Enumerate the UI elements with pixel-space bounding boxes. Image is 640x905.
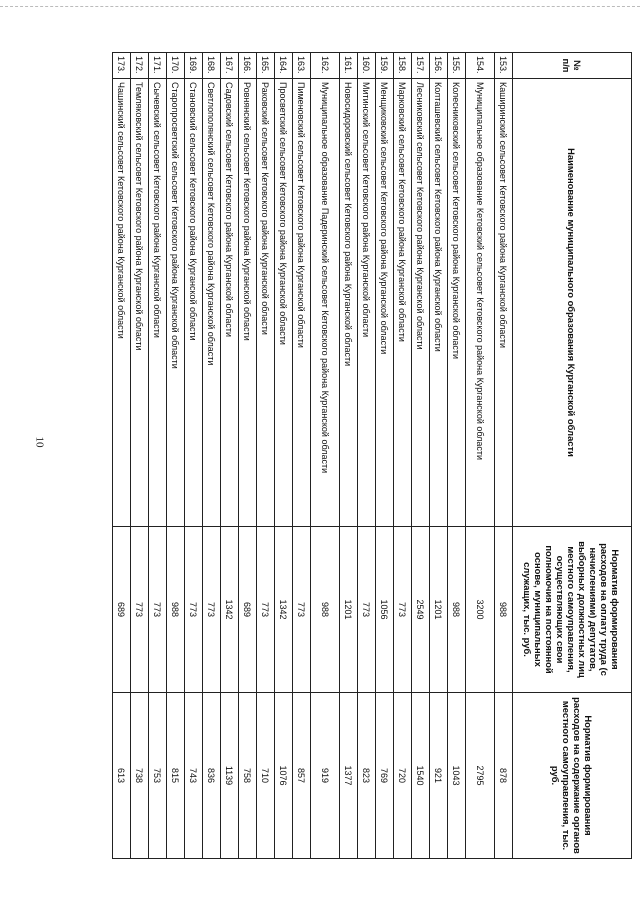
row-labor-norm-value: 1201: [430, 527, 448, 693]
row-municipality-name: Марковский сельсовет Кетовского района Курганской области: [394, 79, 412, 527]
row-number: 160.: [358, 53, 376, 79]
row-maintenance-norm-value: 823: [358, 693, 376, 859]
row-municipality-name: Светлополянский сельсовет Кетовского района Курганской области: [203, 79, 221, 527]
row-number: 172.: [131, 53, 149, 79]
table-body: [113, 53, 513, 859]
row-number: 159.: [376, 53, 394, 79]
row-municipality-name: Муниципальное образование Падеринский сельсовет Кетовского района Курганской области: [311, 79, 340, 527]
row-maintenance-norm-value: 613: [113, 693, 131, 859]
row-labor-norm-value: 689: [113, 527, 131, 693]
table-row: [275, 53, 293, 859]
header-maintenance-norm: Норматив формирования расходов на содержание органов местного самоуправления, тыс. руб.: [513, 693, 632, 859]
row-number: 171.: [149, 53, 167, 79]
table-row: [358, 53, 376, 859]
row-number: 170.: [167, 53, 185, 79]
table-row: [340, 53, 358, 859]
row-municipality-name: Сычевский сельсовет Кетовского района Курганской области: [149, 79, 167, 527]
row-number: 169.: [185, 53, 203, 79]
row-labor-norm-value: 773: [293, 527, 311, 693]
row-number: 166.: [239, 53, 257, 79]
row-municipality-name: Лесниковский сельсовет Кетовского района Курганской области: [412, 79, 430, 527]
row-municipality-name: Раковский сельсовет Кетовского района Курганской области: [257, 79, 275, 527]
table-row: [185, 53, 203, 859]
row-municipality-name: Старопросветский сельсовет Кетовского района Курганской области: [167, 79, 185, 527]
table-row: [221, 53, 239, 859]
row-number: 156.: [430, 53, 448, 79]
page-number: 10: [33, 436, 46, 448]
row-labor-norm-value: 773: [185, 527, 203, 693]
row-municipality-name: Колесниковский сельсовет Кетовского района Курганской области: [448, 79, 466, 527]
row-maintenance-norm-value: 921: [430, 693, 448, 859]
rotated-table-container: [116, 52, 632, 858]
row-maintenance-norm-value: 878: [495, 693, 513, 859]
row-labor-norm-value: 1342: [221, 527, 239, 693]
row-maintenance-norm-value: 1540: [412, 693, 430, 859]
row-municipality-name: Просветский сельсовет Кетовского района Курганской области: [275, 79, 293, 527]
row-maintenance-norm-value: 1139: [221, 693, 239, 859]
table-row: [167, 53, 185, 859]
row-maintenance-norm-value: 758: [239, 693, 257, 859]
table-row: [311, 53, 340, 859]
row-maintenance-norm-value: 857: [293, 693, 311, 859]
row-municipality-name: Темляковский сельсовет Кетовского района Курганской области: [131, 79, 149, 527]
row-labor-norm-value: 2549: [412, 527, 430, 693]
row-labor-norm-value: 1201: [340, 527, 358, 693]
row-maintenance-norm-value: 1043: [448, 693, 466, 859]
header-labor-norm: Норматив формирования расходов на оплату труда (с начислениями) депутатов, выборных должностных лиц местного самоуправления, осуществляющих свои полномочия на постоянной основе, муниципальных служащих, тыс. руб.: [513, 527, 632, 693]
row-number: 173.: [113, 53, 131, 79]
row-number: 162.: [311, 53, 340, 79]
row-labor-norm-value: 988: [167, 527, 185, 693]
table-row: [113, 53, 131, 859]
row-municipality-name: Становский сельсовет Кетовского района Курганской области: [185, 79, 203, 527]
row-number: 164.: [275, 53, 293, 79]
row-labor-norm-value: 1056: [376, 527, 394, 693]
table-row: [495, 53, 513, 859]
row-maintenance-norm-value: 720: [394, 693, 412, 859]
row-municipality-name: Колташевский сельсовет Кетовского района Курганской области: [430, 79, 448, 527]
row-municipality-name: Митинский сельсовет Кетовского района Курганской области: [358, 79, 376, 527]
row-labor-norm-value: 3200: [466, 527, 495, 693]
row-labor-norm-value: 773: [149, 527, 167, 693]
row-maintenance-norm-value: 738: [131, 693, 149, 859]
scan-artifact-line: [0, 6, 640, 8]
row-maintenance-norm-value: 743: [185, 693, 203, 859]
row-maintenance-norm-value: 919: [311, 693, 340, 859]
table-row: [293, 53, 311, 859]
row-maintenance-norm-value: 753: [149, 693, 167, 859]
row-labor-norm-value: 988: [448, 527, 466, 693]
table-row: [257, 53, 275, 859]
row-number: 163.: [293, 53, 311, 79]
row-municipality-name: Пименовский сельсовет Кетовского района Курганской области: [293, 79, 311, 527]
row-labor-norm-value: 773: [394, 527, 412, 693]
row-municipality-name: Муниципальное образование Кетовский сельсовет Кетовского района Курганской области: [466, 79, 495, 527]
row-municipality-name: Новосидоровский сельсовет Кетовского района Курганской области: [340, 79, 358, 527]
row-number: 167.: [221, 53, 239, 79]
table-row: [376, 53, 394, 859]
row-labor-norm-value: 773: [203, 527, 221, 693]
row-number: 158.: [394, 53, 412, 79]
row-labor-norm-value: 773: [358, 527, 376, 693]
row-maintenance-norm-value: 1076: [275, 693, 293, 859]
header-municipality-name: Наименование муниципального образования Курганской области: [513, 79, 632, 527]
table-row: [466, 53, 495, 859]
row-number: 165.: [257, 53, 275, 79]
table-row: [448, 53, 466, 859]
table-row: [131, 53, 149, 859]
table-row: [203, 53, 221, 859]
row-number: 155.: [448, 53, 466, 79]
row-municipality-name: Садовский сельсовет Кетовского района Курганской области: [221, 79, 239, 527]
row-maintenance-norm-value: 710: [257, 693, 275, 859]
row-maintenance-norm-value: 769: [376, 693, 394, 859]
row-maintenance-norm-value: 815: [167, 693, 185, 859]
table-row: [412, 53, 430, 859]
table-row: [239, 53, 257, 859]
row-labor-norm-value: 988: [311, 527, 340, 693]
row-maintenance-norm-value: 2795: [466, 693, 495, 859]
row-number: 153.: [495, 53, 513, 79]
row-municipality-name: Чашинский сельсовет Кетовского района Курганской области: [113, 79, 131, 527]
table-header-row: [513, 53, 632, 859]
table-row: [430, 53, 448, 859]
row-number: 154.: [466, 53, 495, 79]
table-row: [394, 53, 412, 859]
row-municipality-name: Каширинский сельсовет Кетовского района Курганской области: [495, 79, 513, 527]
row-number: 161.: [340, 53, 358, 79]
row-maintenance-norm-value: 1377: [340, 693, 358, 859]
row-labor-norm-value: 773: [257, 527, 275, 693]
row-labor-norm-value: 1342: [275, 527, 293, 693]
row-number: 157.: [412, 53, 430, 79]
row-maintenance-norm-value: 836: [203, 693, 221, 859]
row-labor-norm-value: 988: [495, 527, 513, 693]
row-municipality-name: Менщиковский сельсовет Кетовского района Курганской области: [376, 79, 394, 527]
municipal-norms-table: [112, 52, 632, 859]
row-labor-norm-value: 773: [131, 527, 149, 693]
row-labor-norm-value: 689: [239, 527, 257, 693]
table-row: [149, 53, 167, 859]
row-number: 168.: [203, 53, 221, 79]
row-municipality-name: Ровнянский сельсовет Кетовского района Курганской области: [239, 79, 257, 527]
header-number: № п/п: [513, 53, 632, 79]
